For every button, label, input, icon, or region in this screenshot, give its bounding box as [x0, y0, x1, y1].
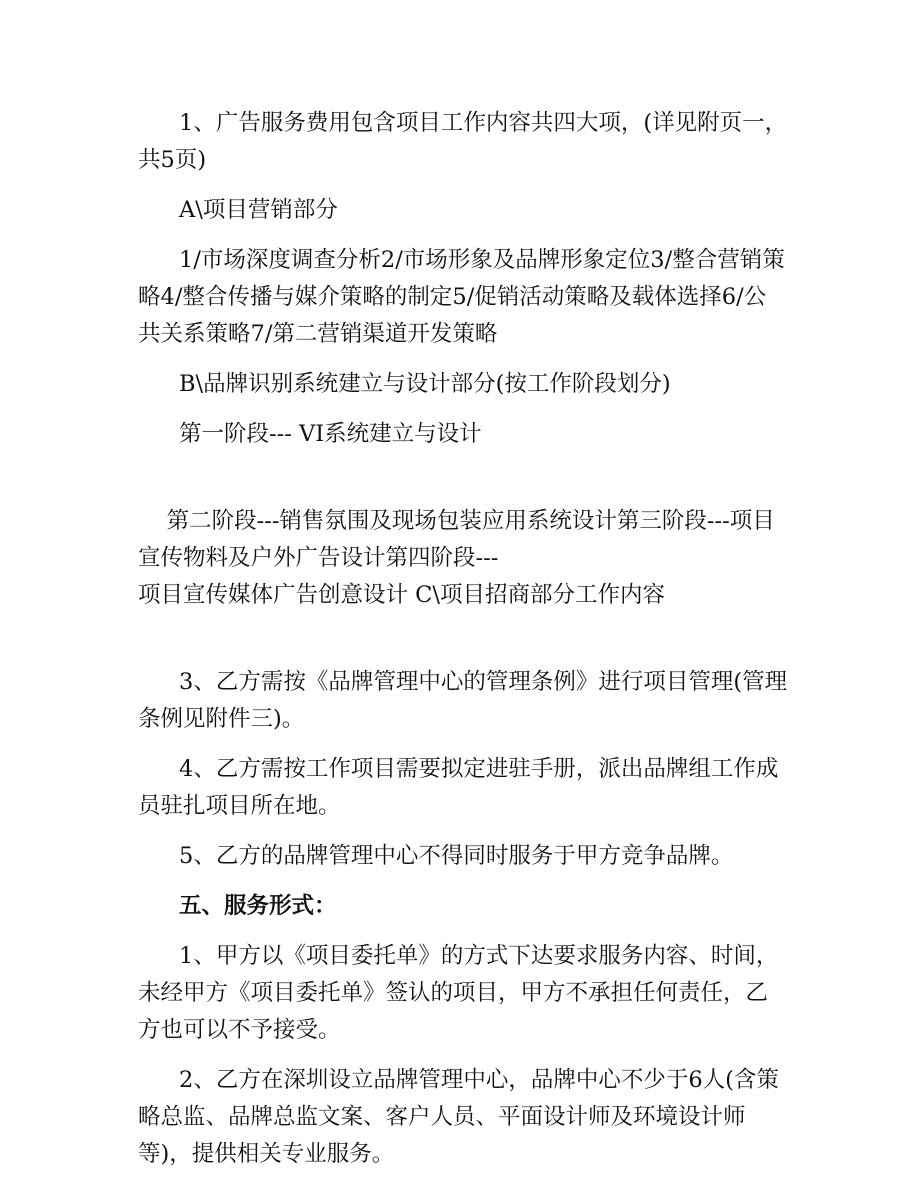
- paragraph-section-a: A\项目营销部分: [179, 197, 338, 223]
- paragraph-brand-center: 2、乙方在深圳设立品牌管理中心，品牌中心不少于6人(含策略总监、品牌总监文案、客户人员、平面设计师及环境设计师等)，提供相关专业服务。: [138, 1067, 779, 1167]
- paragraph-fee-items: 1、广告服务费用包含项目工作内容共四大项，(详见附页一，共5页): [138, 110, 788, 173]
- paragraph-stages-part1: 第二阶段---销售氛围及现场包装应用系统设计第三阶段---项目宣传物料及户外广告设计第四阶段---: [138, 508, 775, 571]
- paragraph-stage-one: 第一阶段--- VI系统建立与设计: [179, 421, 482, 447]
- paragraph-stages: [138, 466, 788, 651]
- paragraph-handbook: 4、乙方需按工作项目需要拟定进驻手册，派出品牌组工作成员驻扎项目所在地。: [138, 756, 779, 819]
- section-heading-service-form: 五、服务形式：: [179, 893, 337, 919]
- paragraph-stages-part2: 项目宣传媒体广告创意设计 C\项目招商部分工作内容: [138, 582, 665, 608]
- document-page: [138, 105, 788, 1186]
- paragraph-competitor: 5、乙方的品牌管理中心不得同时服务于甲方竞争品牌。: [179, 843, 734, 869]
- paragraph-management-rules: 3、乙方需按《品牌管理中心的管理条例》进行项目管理(管理条例见附件三)。: [138, 669, 788, 732]
- paragraph-section-b: B\品牌识别系统建立与设计部分(按工作阶段划分): [179, 371, 671, 397]
- paragraph-marketing-list: 1/市场深度调查分析2/市场形象及品牌形象定位3/整合营销策略4/整合传播与媒介策略的制定5/促销活动策略及载体选择6/公共关系策略7/第二营销渠道开发策略: [138, 247, 785, 347]
- paragraph-commission-order: 1、甲方以《项目委托单》的方式下达要求服务内容、时间，未经甲方《项目委托单》签认的项目，甲方不承担任何责任，乙方也可以不予接受。: [138, 943, 779, 1043]
